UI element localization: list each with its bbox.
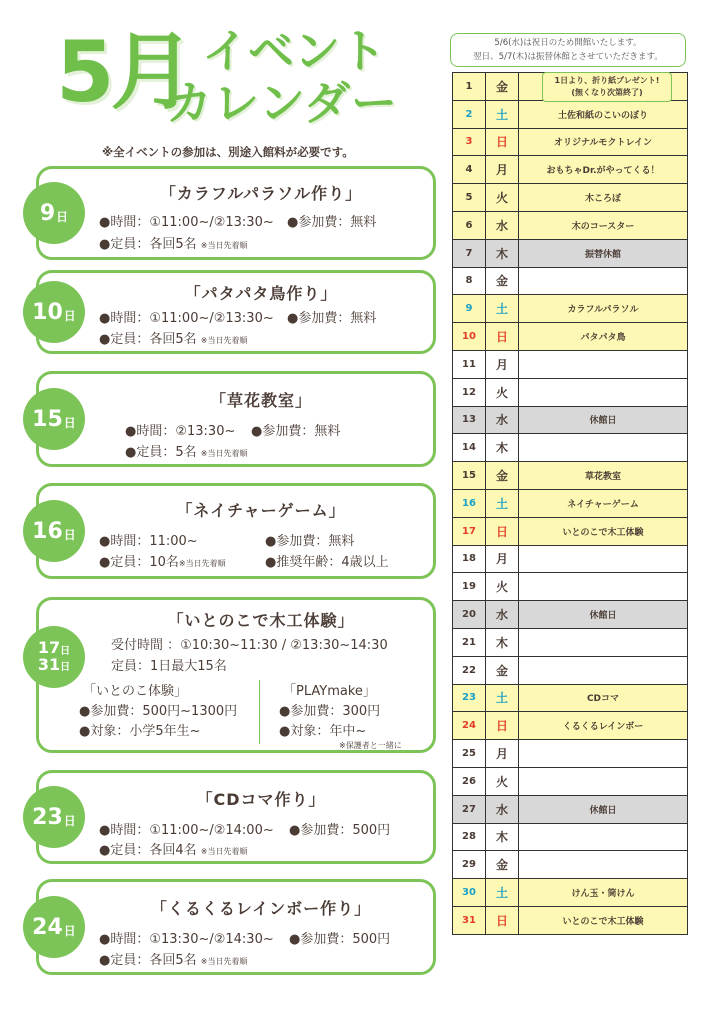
- event-cell: [519, 656, 688, 684]
- calendar-row: [453, 211, 688, 239]
- date-cell: 30: [453, 879, 486, 907]
- calendar-row: [453, 128, 688, 156]
- day-unit: 日: [60, 662, 71, 674]
- capacity-note: ※当日先着順: [200, 847, 248, 856]
- weekday-cell: 土: [486, 489, 519, 517]
- capacity-text: ●定員：各回5名: [99, 953, 197, 968]
- weekday-cell: 火: [486, 378, 519, 406]
- sub-heading-itonoko: 「いとのこ体験」: [83, 684, 188, 699]
- weekday-cell: 日: [486, 323, 519, 351]
- calendar-row: [453, 406, 688, 434]
- day-number: 9: [39, 200, 56, 226]
- weekday-cell: 土: [486, 684, 519, 712]
- capacity-text: ●定員：10名: [99, 555, 179, 570]
- date-cell: 7: [453, 239, 486, 267]
- calendar-row: [453, 628, 688, 656]
- day-unit: 日: [60, 645, 71, 657]
- event-card-16: [32, 483, 436, 579]
- weekday-cell: 月: [486, 156, 519, 184]
- weekday-cell: 月: [486, 545, 519, 573]
- date-cell: 22: [453, 656, 486, 684]
- weekday-cell: 土: [486, 879, 519, 907]
- event-capacity: [125, 441, 247, 460]
- calendar-row: [453, 795, 688, 823]
- date-cell: 16: [453, 489, 486, 517]
- event-time: ●時間：②13:30~: [125, 424, 236, 439]
- event-time: ●時間：①11:00~/②13:30~: [99, 215, 274, 230]
- weekday-cell: 木: [486, 823, 519, 851]
- date-cell: 12: [453, 378, 486, 406]
- calendar-row: [453, 378, 688, 406]
- event-time: ●時間：①11:00~/②13:30~: [99, 311, 274, 326]
- event-cell: パタパタ鳥: [519, 323, 688, 351]
- event-cell: CDコマ: [519, 684, 688, 712]
- weekday-cell: 木: [486, 239, 519, 267]
- event-capacity: [99, 949, 247, 968]
- date-cell: 14: [453, 434, 486, 462]
- weekday-cell: 火: [486, 184, 519, 212]
- day-badge-10: [23, 281, 85, 343]
- gift-line-1: 1日より、折り紙プレゼント!: [554, 76, 660, 85]
- notice-line-1: 5/6(水)は祝日のため開館いたします。: [494, 38, 642, 48]
- playmake-target: ●対象：年中~: [279, 724, 367, 739]
- day-badge-24: [23, 896, 85, 958]
- weekday-cell: 木: [486, 628, 519, 656]
- date-cell: 23: [453, 684, 486, 712]
- day-unit: 日: [63, 527, 76, 542]
- event-cell: [519, 573, 688, 601]
- page-title: [52, 23, 432, 138]
- day-number: 15: [32, 406, 63, 432]
- event-title: 「くるくるレインボー作り」: [150, 899, 372, 918]
- day-unit: 日: [63, 813, 76, 828]
- day-badge-23: [23, 786, 85, 848]
- calendar-row: [453, 323, 688, 351]
- date-cell: 15: [453, 462, 486, 490]
- date-cell: 27: [453, 795, 486, 823]
- capacity-text: ●定員：各回5名: [99, 237, 197, 252]
- date-cell: 26: [453, 767, 486, 795]
- sub-heading-playmake: 「PLAYmake」: [283, 684, 376, 699]
- event-card-9: [36, 166, 436, 260]
- event-card-23: [32, 770, 436, 864]
- event-fee: ●参加費：無料: [251, 424, 341, 439]
- itonoko-fee: ●参加費：500円~1300円: [79, 704, 238, 719]
- event-cell: ネイチャーゲーム: [519, 489, 688, 517]
- weekday-cell: 火: [486, 767, 519, 795]
- weekday-cell: 日: [486, 128, 519, 156]
- date-cell: 24: [453, 712, 486, 740]
- event-cell: [519, 350, 688, 378]
- notice-line-2: 翌日、5/7(木)は振替休館とさせていただきます。: [473, 52, 663, 62]
- event-capacity: [99, 328, 247, 347]
- event-cell: けん玉・筒けん: [519, 879, 688, 907]
- title-event: イベント: [202, 24, 386, 78]
- event-cell: 木のコースター: [519, 211, 688, 239]
- capacity-note: ※当日先着順: [178, 559, 226, 568]
- event-title: 「カラフルパラソル作り」: [159, 184, 363, 203]
- title-month: 5月: [56, 23, 191, 121]
- calendar-row: [453, 740, 688, 768]
- calendar-row: [453, 684, 688, 712]
- calendar-table: [452, 72, 688, 935]
- event-cell: 土佐和紙のこいのぼり: [519, 100, 688, 128]
- event-cell: [519, 740, 688, 768]
- weekday-cell: 金: [486, 462, 519, 490]
- day-badge-15: [23, 388, 85, 450]
- calendar-row: [453, 823, 688, 851]
- weekday-cell: 水: [486, 601, 519, 629]
- event-cell: 休館日: [519, 406, 688, 434]
- event-cell: いとのこで木工体験: [519, 517, 688, 545]
- itonoko-target: ●対象：小学5年生~: [79, 724, 201, 739]
- day-number-2: 31: [37, 655, 61, 674]
- calendar-row: [453, 295, 688, 323]
- event-cell: [519, 378, 688, 406]
- date-cell: 6: [453, 211, 486, 239]
- event-cell: [519, 434, 688, 462]
- calendar-row: [453, 100, 688, 128]
- weekday-cell: 金: [486, 73, 519, 101]
- event-fee: ●参加費：無料: [287, 311, 377, 326]
- capacity-note: ※当日先着順: [200, 957, 248, 966]
- event-time: ●時間：11:00~: [99, 534, 198, 549]
- event-fee: ●参加費：500円: [289, 823, 391, 838]
- day-badge-9: [23, 182, 85, 244]
- playmake-note: ※保護者と一緒に: [339, 741, 402, 750]
- calendar-row: [453, 601, 688, 629]
- day-number: 10: [32, 299, 63, 325]
- day-unit: 日: [63, 308, 76, 323]
- event-fee: ●参加費：無料: [287, 215, 377, 230]
- event-cell: [519, 823, 688, 851]
- event-card-17-31: [36, 597, 436, 753]
- capacity-note: ※当日先着順: [200, 336, 248, 345]
- date-cell: 4: [453, 156, 486, 184]
- event-card-10: [32, 270, 436, 354]
- calendar-row: [453, 517, 688, 545]
- event-age: ●推奨年齢：4歳以上: [265, 555, 389, 570]
- day-unit: 日: [63, 923, 76, 938]
- weekday-cell: 日: [486, 712, 519, 740]
- event-fee: ●参加費：無料: [265, 534, 355, 549]
- day-unit: 日: [63, 415, 76, 430]
- capacity-text: ●定員：各回5名: [99, 332, 197, 347]
- event-cell: 木ころぼ: [519, 184, 688, 212]
- date-cell: 1: [453, 73, 486, 101]
- date-cell: 20: [453, 601, 486, 629]
- event-cell: カラフルパラソル: [519, 295, 688, 323]
- event-cell: くるくるレインボー: [519, 712, 688, 740]
- event-card-15: [32, 371, 436, 467]
- date-cell: 25: [453, 740, 486, 768]
- weekday-cell: 月: [486, 740, 519, 768]
- capacity-text: ●定員：各回4名: [99, 843, 197, 858]
- event-cell: 草花教室: [519, 462, 688, 490]
- date-cell: 10: [453, 323, 486, 351]
- weekday-cell: 日: [486, 517, 519, 545]
- event-cell: おもちゃDr.がやってくる！: [519, 156, 688, 184]
- capacity-text: ●定員：5名: [125, 445, 197, 460]
- event-cell: [519, 851, 688, 879]
- event-cell: 振替休館: [519, 239, 688, 267]
- event-cell: オリジナルモクトレイン: [519, 128, 688, 156]
- event-title: 「いとのこで木工体験」: [167, 611, 355, 630]
- weekday-cell: 土: [486, 295, 519, 323]
- event-title: 「草花教室」: [209, 391, 312, 410]
- calendar-row: [453, 656, 688, 684]
- day-number: 23: [32, 804, 63, 830]
- event-cell: [519, 545, 688, 573]
- weekday-cell: 日: [486, 906, 519, 934]
- event-title: 「ネイチャーゲーム」: [176, 501, 346, 520]
- gift-line-2: (無くなり次第終了): [571, 88, 643, 97]
- column-divider: [259, 680, 260, 744]
- event-cell: 休館日: [519, 601, 688, 629]
- event-cell: 休館日: [519, 795, 688, 823]
- admission-note: ※全イベントの参加は、別途入館料が必要です。: [102, 145, 354, 159]
- weekday-cell: 金: [486, 851, 519, 879]
- date-cell: 9: [453, 295, 486, 323]
- playmake-fee: ●参加費：300円: [279, 704, 381, 719]
- date-cell: 8: [453, 267, 486, 295]
- date-cell: 17: [453, 517, 486, 545]
- calendar-row: [453, 489, 688, 517]
- event-capacity: [99, 839, 247, 858]
- calendar-row: [453, 851, 688, 879]
- calendar-row: [453, 156, 688, 184]
- day-number-1: 17: [37, 638, 61, 658]
- calendar-row: [453, 767, 688, 795]
- calendar-row: [453, 267, 688, 295]
- calendar-row: [453, 712, 688, 740]
- date-cell: 31: [453, 906, 486, 934]
- day-number: 16: [32, 518, 63, 544]
- event-cell: [519, 628, 688, 656]
- event-title: 「パタパタ鳥作り」: [184, 284, 338, 303]
- date-cell: 29: [453, 851, 486, 879]
- gift-tag: [542, 72, 672, 102]
- date-cell: 18: [453, 545, 486, 573]
- event-cell: [519, 267, 688, 295]
- calendar-row: [453, 462, 688, 490]
- weekday-cell: 金: [486, 267, 519, 295]
- event-reception-time: 受付時間 ：①10:30~11:30 / ②13:30~14:30: [111, 638, 388, 653]
- weekday-cell: 金: [486, 656, 519, 684]
- event-fee: ●参加費：500円: [289, 932, 391, 947]
- calendar-row: [453, 239, 688, 267]
- date-cell: 2: [453, 100, 486, 128]
- holiday-notice: [450, 33, 686, 67]
- weekday-cell: 火: [486, 573, 519, 601]
- date-cell: 28: [453, 823, 486, 851]
- calendar-row: [453, 879, 688, 907]
- calendar-row: [453, 184, 688, 212]
- date-cell: 5: [453, 184, 486, 212]
- event-capacity: 定員：1日最大15名: [111, 659, 227, 674]
- capacity-note: ※当日先着順: [200, 449, 248, 458]
- title-calendar: カレンダー: [166, 76, 399, 130]
- calendar-row: [453, 545, 688, 573]
- event-cell: [519, 767, 688, 795]
- weekday-cell: 木: [486, 434, 519, 462]
- date-cell: 21: [453, 628, 486, 656]
- calendar-row: [453, 573, 688, 601]
- event-time: ●時間：①11:00~/②14:00~: [99, 823, 274, 838]
- calendar-row: [453, 434, 688, 462]
- day-unit: 日: [56, 209, 69, 224]
- event-capacity: [99, 551, 226, 570]
- day-badge-16: [23, 500, 85, 562]
- calendar-row: [453, 906, 688, 934]
- day-badge-17-31: [23, 626, 85, 688]
- weekday-cell: 水: [486, 795, 519, 823]
- event-capacity: [99, 233, 247, 252]
- event-time: ●時間：①13:30~/②14:30~: [99, 932, 274, 947]
- weekday-cell: 水: [486, 406, 519, 434]
- event-card-24: [32, 879, 436, 975]
- capacity-note: ※当日先着順: [200, 241, 248, 250]
- weekday-cell: 水: [486, 211, 519, 239]
- date-cell: 11: [453, 350, 486, 378]
- weekday-cell: 月: [486, 350, 519, 378]
- date-cell: 3: [453, 128, 486, 156]
- event-cell: いとのこで木工体験: [519, 906, 688, 934]
- date-cell: 13: [453, 406, 486, 434]
- event-title: 「CDコマ作り」: [196, 790, 326, 809]
- day-number: 24: [32, 914, 63, 940]
- weekday-cell: 土: [486, 100, 519, 128]
- date-cell: 19: [453, 573, 486, 601]
- calendar-row: [453, 350, 688, 378]
